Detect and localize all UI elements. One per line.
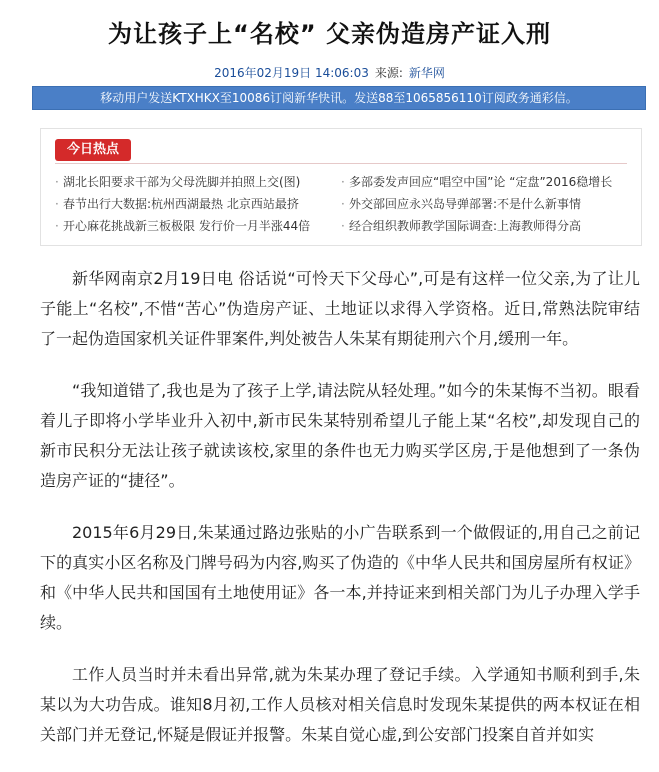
source-label: 来源: bbox=[374, 66, 403, 80]
hot-news-list-left bbox=[55, 171, 325, 237]
article-body bbox=[40, 264, 640, 772]
article-meta bbox=[0, 64, 659, 81]
hot-news-list-right bbox=[341, 171, 631, 237]
hot-news-item bbox=[341, 171, 631, 193]
article-paragraph: 工作人员当时并未看出异常,就为朱某办理了登记手续。入学通知书顺利到手,朱某以为大功告成。谁知8月初,工作人员核对相关信息时发现朱某提供的两本权证在相关部门并无登记,怀疑是假证并报警。朱某自觉心虚,到公安部门投案自首并如实 bbox=[40, 665, 640, 744]
hot-news-link[interactable]: 经合组织教师教学国际调查:上海教师得分高 bbox=[349, 219, 582, 233]
hot-news-item bbox=[55, 171, 325, 193]
publish-datetime: 2016年02月19日 14:06:03 bbox=[214, 66, 369, 80]
hot-news-tab[interactable]: 今日热点 bbox=[55, 139, 131, 161]
bullet-icon: · bbox=[341, 197, 345, 211]
hot-news-link[interactable]: 开心麻花挑战新三板极限 发行价一月半涨44倍 bbox=[63, 219, 311, 233]
bullet-icon: · bbox=[55, 175, 59, 189]
article-paragraph: 2015年6月29日,朱某通过路边张贴的小广告联系到一个做假证的,用自己之前记下的真实小区名称及门牌号码为内容,购买了伪造的《中华人民共和国房屋所有权证》和《中华人民共和国国有土地使用证》各一本,并持证来到相关部门为儿子办理入学手续。 bbox=[40, 523, 640, 632]
bullet-icon: · bbox=[341, 219, 345, 233]
bullet-icon: · bbox=[341, 175, 345, 189]
hot-news-item bbox=[341, 193, 631, 215]
hot-news-item bbox=[55, 193, 325, 215]
article-paragraph: 新华网南京2月19日电 俗话说“可怜天下父母心”,可是有这样一位父亲,为了让儿子能上“名校”,不惜“苦心”伪造房产证、土地证以求得入学资格。近日,常熟法院审结了一起伪造国家机关证件罪案件,判处被告人朱某有期徒刑六个月,缓刑一年。 bbox=[40, 269, 640, 348]
hot-news-link[interactable]: 湖北长阳要求干部为父母洗脚并拍照上交(图) bbox=[63, 175, 301, 189]
source-link[interactable]: 新华网 bbox=[408, 66, 445, 80]
subscription-banner[interactable]: 移动用户发送KTXHKX至10086订阅新华快讯。发送88至1065856110订阅政务通彩信。 bbox=[32, 86, 646, 110]
bullet-icon: · bbox=[55, 219, 59, 233]
hot-news-link[interactable]: 外交部回应永兴岛导弹部署:不是什么新事情 bbox=[349, 197, 582, 211]
hot-news-item bbox=[341, 215, 631, 237]
hot-news-item bbox=[55, 215, 325, 237]
bullet-icon: · bbox=[55, 197, 59, 211]
article-headline: 为让孩子上“名校” 父亲伪造房产证入刑 bbox=[108, 20, 551, 48]
hot-news-box bbox=[40, 128, 642, 246]
hot-news-link[interactable]: 春节出行大数据:杭州西湖最热 北京西站最挤 bbox=[63, 197, 299, 211]
article-paragraph: “我知道错了,我也是为了孩子上学,请法院从轻处理。”如今的朱某悔不当初。眼看着儿子即将小学毕业升入初中,新市民朱某特别希望儿子能上某“名校”,却发现自己的新市民积分无法让孩子就读该校,家里的条件也无力购买学区房,于是他想到了一条伪造房产证的“捷径”。 bbox=[40, 381, 640, 490]
hot-news-link[interactable]: 多部委发声回应“唱空中国”论 “定盘”2016稳增长 bbox=[349, 175, 613, 189]
hot-news-divider bbox=[55, 163, 627, 164]
